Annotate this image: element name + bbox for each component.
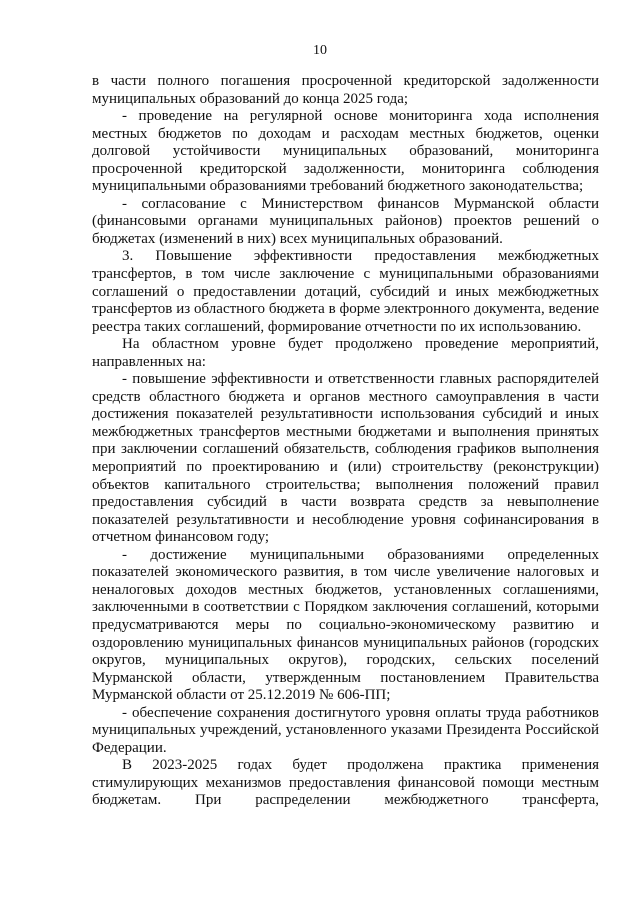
- paragraph-economic-indicators: - достижение муниципальными образованиями определенных показателей экономического развития, в том числе увеличение налоговых и неналоговых доходов местных бюджетов, установленных соглашениями, заключенными в соответствии с Порядком заключения соглашений, которыми предусматриваются меры по социально-экономическому развитию и оздоровлению муниципальных финансов муниципальных районов (городских округов, муниципальных округов), городских, сельских поселений Мурманской области, утвержденным постановлением Правительства Мурманской области от 25.12.2019 № 606-ПП;: [92, 546, 599, 704]
- paragraph-responsibility-increase: - повышение эффективности и ответственности главных распорядителей средств областного бюджета и органов местного самоуправления в части достижения показателей результативности использования субсидий и иных межбюджетных трансфертов местными бюджетами и выполнения принятых при заключении соглашений обязательств, соблюдения графиков выполнения мероприятий по проектированию и (или) строительству (реконструкции) объектов капитального строительства; выполнения положений правил предоставления субсидий в части возврата средств за невыполнение показателей результативности и несоблюдение уровня софинансирования в отчетном финансовом году;: [92, 371, 599, 546]
- paragraph-transfer-efficiency: 3. Повышение эффективности предоставления межбюджетных трансфертов, в том числе заключение с муниципальными образованиями соглашений о предоставлении дотаций, субсидий и иных межбюджетных трансфертов из областного бюджета в форме электронного документа, ведение реестра таких соглашений, формирование отчетности по их использованию.: [92, 248, 599, 335]
- document-body: [92, 73, 599, 810]
- paragraph-debt-repayment: в части полного погашения просроченной кредиторской задолженности муниципальных образований до конца 2025 года;: [92, 73, 599, 107]
- paragraph-incentive-mechanisms: В 2023-2025 годах будет продолжена практика применения стимулирующих механизмов предоставления финансовой помощи местным бюджетам. При распределении межбюджетного трансферта,: [92, 757, 599, 809]
- paragraph-salary-level: - обеспечение сохранения достигнутого уровня оплаты труда работников муниципальных учреждений, установленного указами Президента Российской Федерации.: [92, 704, 599, 756]
- paragraph-budget-approval: - согласование с Министерством финансов Мурманской области (финансовыми органами муниципальных районов) проектов решений о бюджетах (изменений в них) всех муниципальных образований.: [92, 195, 599, 247]
- paragraph-budget-monitoring: - проведение на регулярной основе мониторинга хода исполнения местных бюджетов по доходам и расходам местных бюджетов, оценки долговой устойчивости муниципальных образований, мониторинга просроченной кредиторской задолженности, мониторинга соблюдения муниципальными образованиями требований бюджетного законодательства;: [92, 108, 599, 195]
- paragraph-regional-measures-intro: На областном уровне будет продолжено проведение мероприятий, направленных на:: [92, 336, 599, 370]
- page-number: 10: [313, 43, 327, 58]
